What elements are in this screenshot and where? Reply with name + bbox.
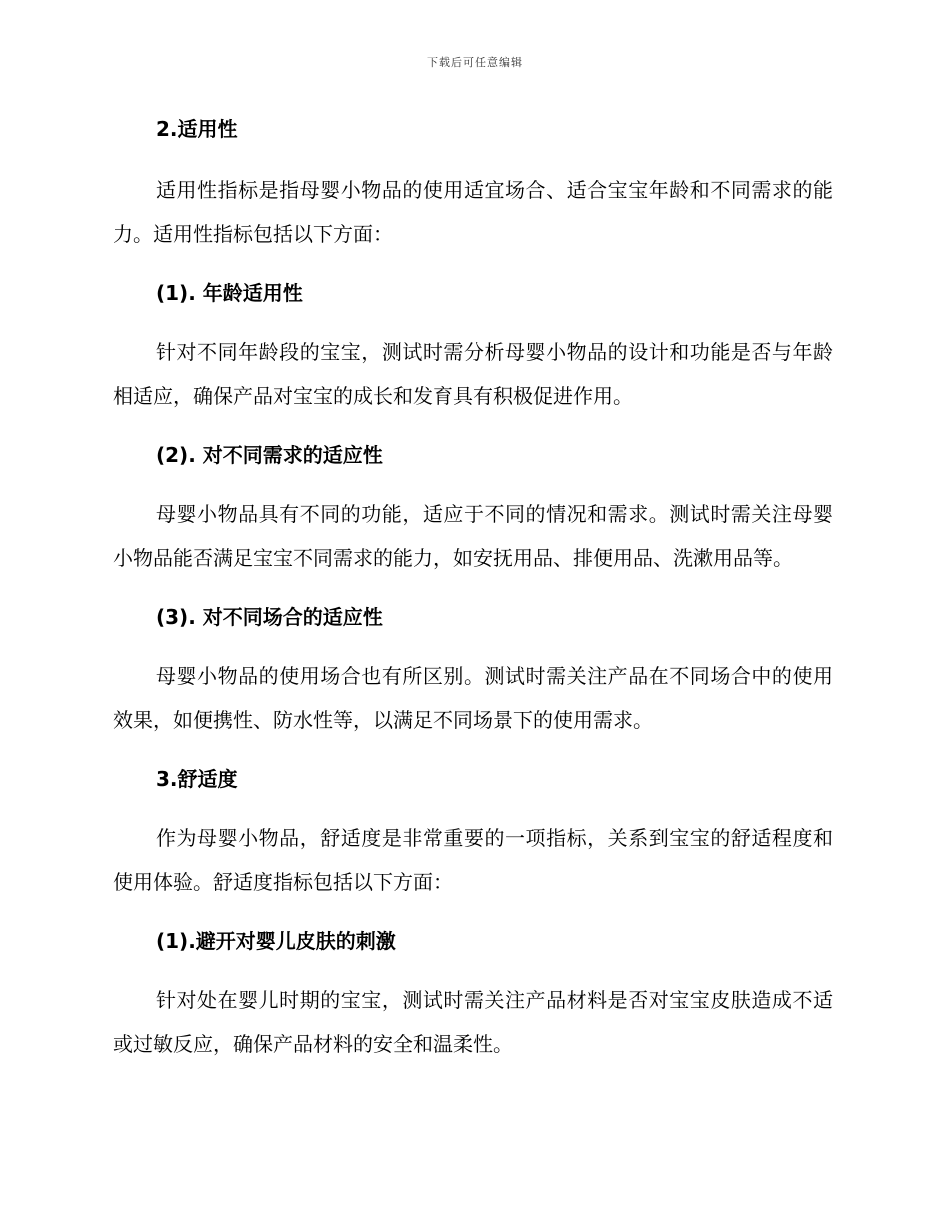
section-paragraph: 作为母婴小物品，舒适度是非常重要的一项指标，关系到宝宝的舒适程度和使用体验。舒适度指标包括以下方面： xyxy=(113,826,833,894)
document-body xyxy=(113,110,833,1066)
section-heading: (1). 年龄适用性 xyxy=(156,281,303,305)
section-heading: (1).避开对婴儿皮肤的刺激 xyxy=(156,929,396,953)
section-paragraph: 母婴小物品具有不同的功能，适应于不同的情况和需求。测试时需关注母婴小物品能否满足宝宝不同需求的能力，如安抚用品、排便用品、洗漱用品等。 xyxy=(113,502,833,570)
section-paragraph: 针对处在婴儿时期的宝宝，测试时需关注产品材料是否对宝宝皮肤造成不适或过敏反应，确保产品材料的安全和温柔性。 xyxy=(113,988,833,1056)
section-heading: (3). 对不同场合的适应性 xyxy=(156,605,383,629)
section-paragraph: 母婴小物品的使用场合也有所区别。测试时需关注产品在不同场合中的使用效果，如便携性、防水性等，以满足不同场景下的使用需求。 xyxy=(113,664,833,732)
section-heading: 3.舒适度 xyxy=(156,767,238,791)
section-heading: 2.适用性 xyxy=(156,117,238,141)
section-paragraph: 适用性指标是指母婴小物品的使用适宜场合、适合宝宝年龄和不同需求的能力。适用性指标包括以下方面： xyxy=(113,178,833,246)
section-heading: (2). 对不同需求的适应性 xyxy=(156,443,383,467)
section-paragraph: 针对不同年龄段的宝宝，测试时需分析母婴小物品的设计和功能是否与年龄相适应，确保产品对宝宝的成长和发育具有积极促进作用。 xyxy=(113,340,833,408)
header-note: 下载后可任意编辑 xyxy=(427,56,523,69)
